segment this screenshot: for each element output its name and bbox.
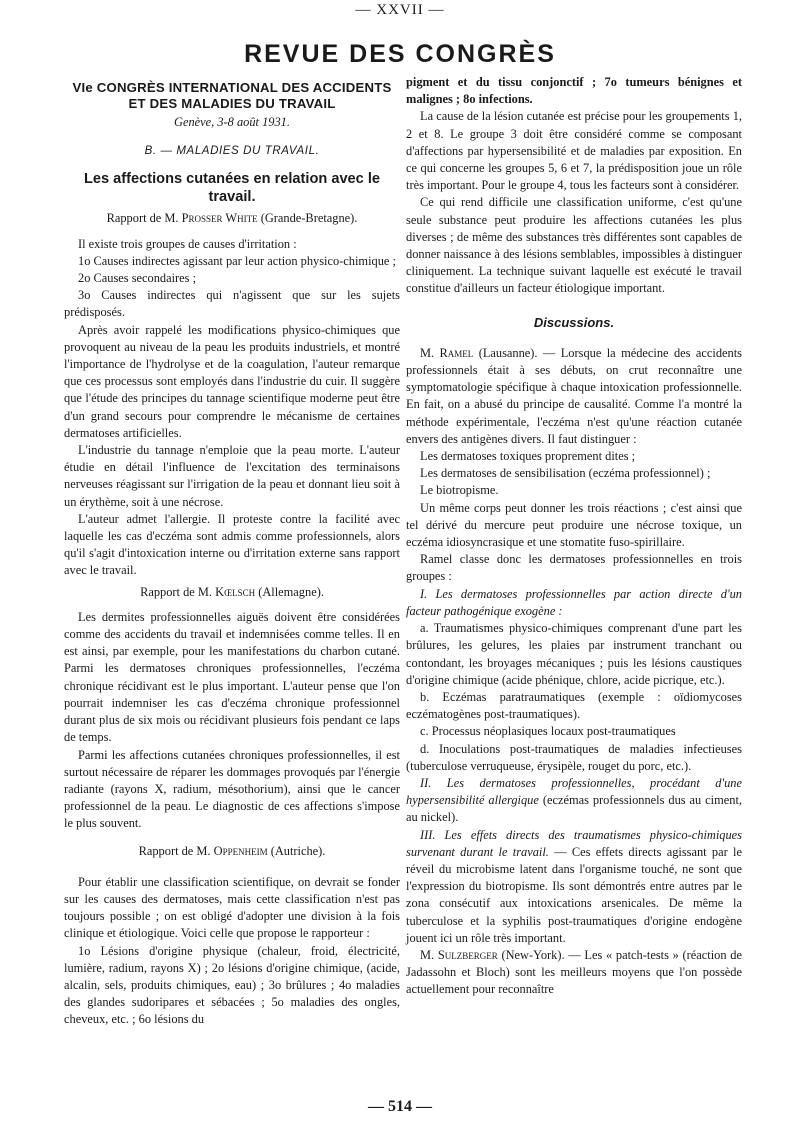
group-heading: III. Les effets directs des traumatismes physico-chimiques survenant durant le travail. (406, 827, 742, 859)
list-item: 1o Causes indirectes agissant par leur action physico-chimique ; (78, 253, 396, 268)
group-paragraph (406, 827, 742, 947)
congress-place-date: Genève, 3-8 août 1931. (174, 115, 290, 129)
list-item: c. Processus néoplasiques locaux post-traumatiques (420, 724, 676, 739)
list-item: Les dermatoses toxiques proprement dites ; (420, 449, 636, 464)
report-byline-koelsch (64, 584, 400, 601)
congress-title: VIe CONGRÈS INTERNATIONAL DES ACCIDENTS ET DES MALADIES DU TRAVAIL (72, 80, 392, 111)
report-byline-oppenheim (64, 843, 400, 860)
speaker-text: (Lausanne). — Lorsque la médecine des accidents professionnels était à ses débuts, on crut reconnaître une symptomatologie spécifique à chaque intoxication professionnelle. En fait, on a abusé du principe de causalité. Comme l'a montré la méthode expérimentale, l'eczéma n'est qu'une réaction cutanée envers des antigènes divers. Il faut distinguer : (406, 345, 742, 446)
paragraph-continued: pigment et du tissu conjonctif ; 7o tumeurs bénignes et malignes ; 8o infections. (406, 75, 742, 107)
paragraph: L'auteur admet l'allergie. Il proteste contre la facilité avec laquelle les cas d'eczéma sont admis comme professionnels, alors qu'il s'agit d'intoxication interne ou d'irritation externe sans rapport avec le travail. (64, 511, 400, 578)
author-name: Oppenheim (213, 843, 268, 858)
discussions-heading: Discussions. (533, 314, 615, 330)
group-text: — Ces effets directs agissant par le réveil du microbisme latent dans l'organisme touché, ne sont que l'expression du biotropisme. Ils sont démontrés entre autres par le zona consécutif aux intoxications arsenicales. De même la tuberculose et la syphilis post-traumatiques d'origine endogène jouent ici un rôle très important. (406, 844, 742, 945)
page-number: — 514 — (368, 1098, 432, 1115)
paragraph: Après avoir rappelé les modifications physico-chimiques que provoquent au niveau de la peau les produits industriels, et montré l'importance de l'hydrolyse et de la coagulation, l'auteur remarque que ces processus sont employés dans l'industrie du cuir. Il suggère que l'étude des principes du tannage scientifique moderne peut être d'un grand secours pour comprendre le mécanisme de certaines dermatoses artificielles. (64, 322, 400, 440)
list-item: 3o Causes indirectes qui n'agissent que sur les sujets prédisposés. (64, 288, 400, 320)
speaker-name: M. Sulzberger (420, 947, 498, 962)
section-title: REVUE DES CONGRÈS (244, 40, 556, 68)
group-heading: I. Les dermatoses professionnelles par action directe d'un facteur pathogénique exogène : (406, 586, 742, 618)
list-item: b. Eczémas paratraumatiques (exemple : oïdiomycoses eczématogènes post-traumatiques). (406, 689, 742, 722)
author-name: Kœlsch (215, 584, 256, 599)
paragraph (406, 345, 742, 448)
paragraph: Ramel classe donc les dermatoses professionnelles en trois groupes : (406, 552, 742, 584)
right-column (406, 74, 742, 999)
roman-folio: — XXVII — (355, 2, 445, 18)
group-paragraph (406, 775, 742, 827)
list-item: a. Traumatismes physico-chimiques comprenant d'une part les brûlures, les gelures, les plaies par instrument tranchant ou contondant, les broyages mécaniques ; puis les lésions caustiques d'origine chimique (acide phénique, chlore, acide picrique, etc.). (406, 621, 742, 687)
byline-prefix: Rapport de M. (106, 211, 179, 226)
report-byline-white (64, 210, 400, 227)
left-column (64, 74, 400, 1029)
list-item: Les dermatoses de sensibilisation (eczéma professionnel) ; (420, 466, 711, 481)
byline-country: (Allemagne). (258, 584, 324, 599)
list-item: 2o Causes secondaires ; (78, 271, 197, 286)
list-item: d. Inoculations post-traumatiques de maladies infectieuses (tuberculose verruqueuse, érysipèle, rouget du porc, etc.). (406, 741, 742, 773)
paragraph: L'industrie du tannage n'emploie que la peau morte. L'auteur étudie en détail l'influence de l'excitation des terminaisons nerveuses réagissant sur l'irrigation de la peau et donnant lieu soit à un érythème, soit à une nécrose. (64, 443, 400, 509)
byline-prefix: Rapport de M. (138, 843, 211, 858)
group-text: (eczémas professionnels dus au ciment, au nickel). (406, 793, 742, 825)
paragraph: La cause de la lésion cutanée est précise pour les groupements 1, 2 et 8. Le groupe 3 doit être considéré comme se composant d'affections par hypersensibilité et de maladies par exposition. En ce qui concerne les groupes 5, 6 et 7, la prédisposition joue un rôle très important. Pour le groupe 4, tous les facteurs sont à considérer. (406, 109, 742, 193)
author-name: Prosser White (181, 211, 258, 226)
paragraph (406, 947, 742, 999)
paragraph: Il existe trois groupes de causes d'irritation : (78, 236, 297, 251)
article-title: Les affections cutanées en relation avec le travail. (83, 171, 381, 206)
byline-country: (Grande-Bretagne). (260, 211, 358, 226)
list-item: Le biotropisme. (420, 483, 499, 498)
paragraph: Ce qui rend difficile une classification uniforme, c'est qu'une seule substance peut produire les affections cutanées les plus diverses ; de même des substances très différentes sont capables de donner naissance à des lésions semblables, impossibles à distinguer cliniquement. La technique suivant laquelle est exécuté le travail constitue d'ailleurs un facteur étiologique important. (406, 195, 742, 296)
paragraph: 1o Lésions d'origine physique (chaleur, froid, électricité, lumière, radium, rayons X) ; 2o lésions d'origine chimique, (acide, alcalin, sels, produits chimiques, eau) ; 3o brûlures ; 4o maladies des glandes sudoripares et sébacées ; 5o maladies des ongles, cheveux, etc. ; 6o lésions du (64, 943, 400, 1027)
paragraph: Un même corps peut donner les trois réactions ; c'est ainsi que tel dérivé du mercure peut produire une nécrose toxique, un eczéma idiosyncrasique et une stomatite fuso-spirillaire. (406, 500, 742, 550)
byline-country: (Autriche). (270, 843, 326, 858)
paragraph: Pour établir une classification scientifique, on devrait se fonder sur les causes des dermatoses, mais cette classification n'est pas toujours possible ; on est obligé d'adopter une division à la fois clinique et étiologique. Voici celle que propose le rapporteur : (64, 874, 400, 941)
subsection-heading: B. — MALADIES DU TRAVAIL. (144, 145, 320, 158)
byline-prefix: Rapport de M. (140, 584, 213, 599)
speaker-text: (New-York). — Les « patch-tests » (réaction de Jadassohn et Bloch) sont les meilleurs moyens que l'on possède actuellement pour reconnaître (406, 947, 742, 997)
speaker-name: M. Ramel (420, 345, 474, 360)
paragraph: Les dermites professionnelles aiguës doivent être considérées comme des accidents du travail et indemnisées comme telles. Il en est ainsi, par exemple, pour les manifestations du charbon cutané. Parmi les dermatoses chroniques professionnelles, l'eczéma chronique récidivant est le plus important. L'auteur pense que l'on pourrait indemniser les cas d'eczéma chronique professionnel durant plus de six mois ou récidivant plusieurs fois pendant ce laps de temps. (64, 609, 400, 745)
paragraph: Parmi les affections cutanées chroniques professionnelles, il est surtout nécessaire de réparer les dommages provoqués par l'énergie radiante (rayons X, radium, mésothorium), ainsi que le cancer professionnel de la peau. Le diagnostic de ces affections s'impose le plus souvent. (64, 747, 400, 831)
group-heading: II. Les dermatoses professionnelles, procédant d'une hypersensibilité allergique (406, 775, 742, 808)
